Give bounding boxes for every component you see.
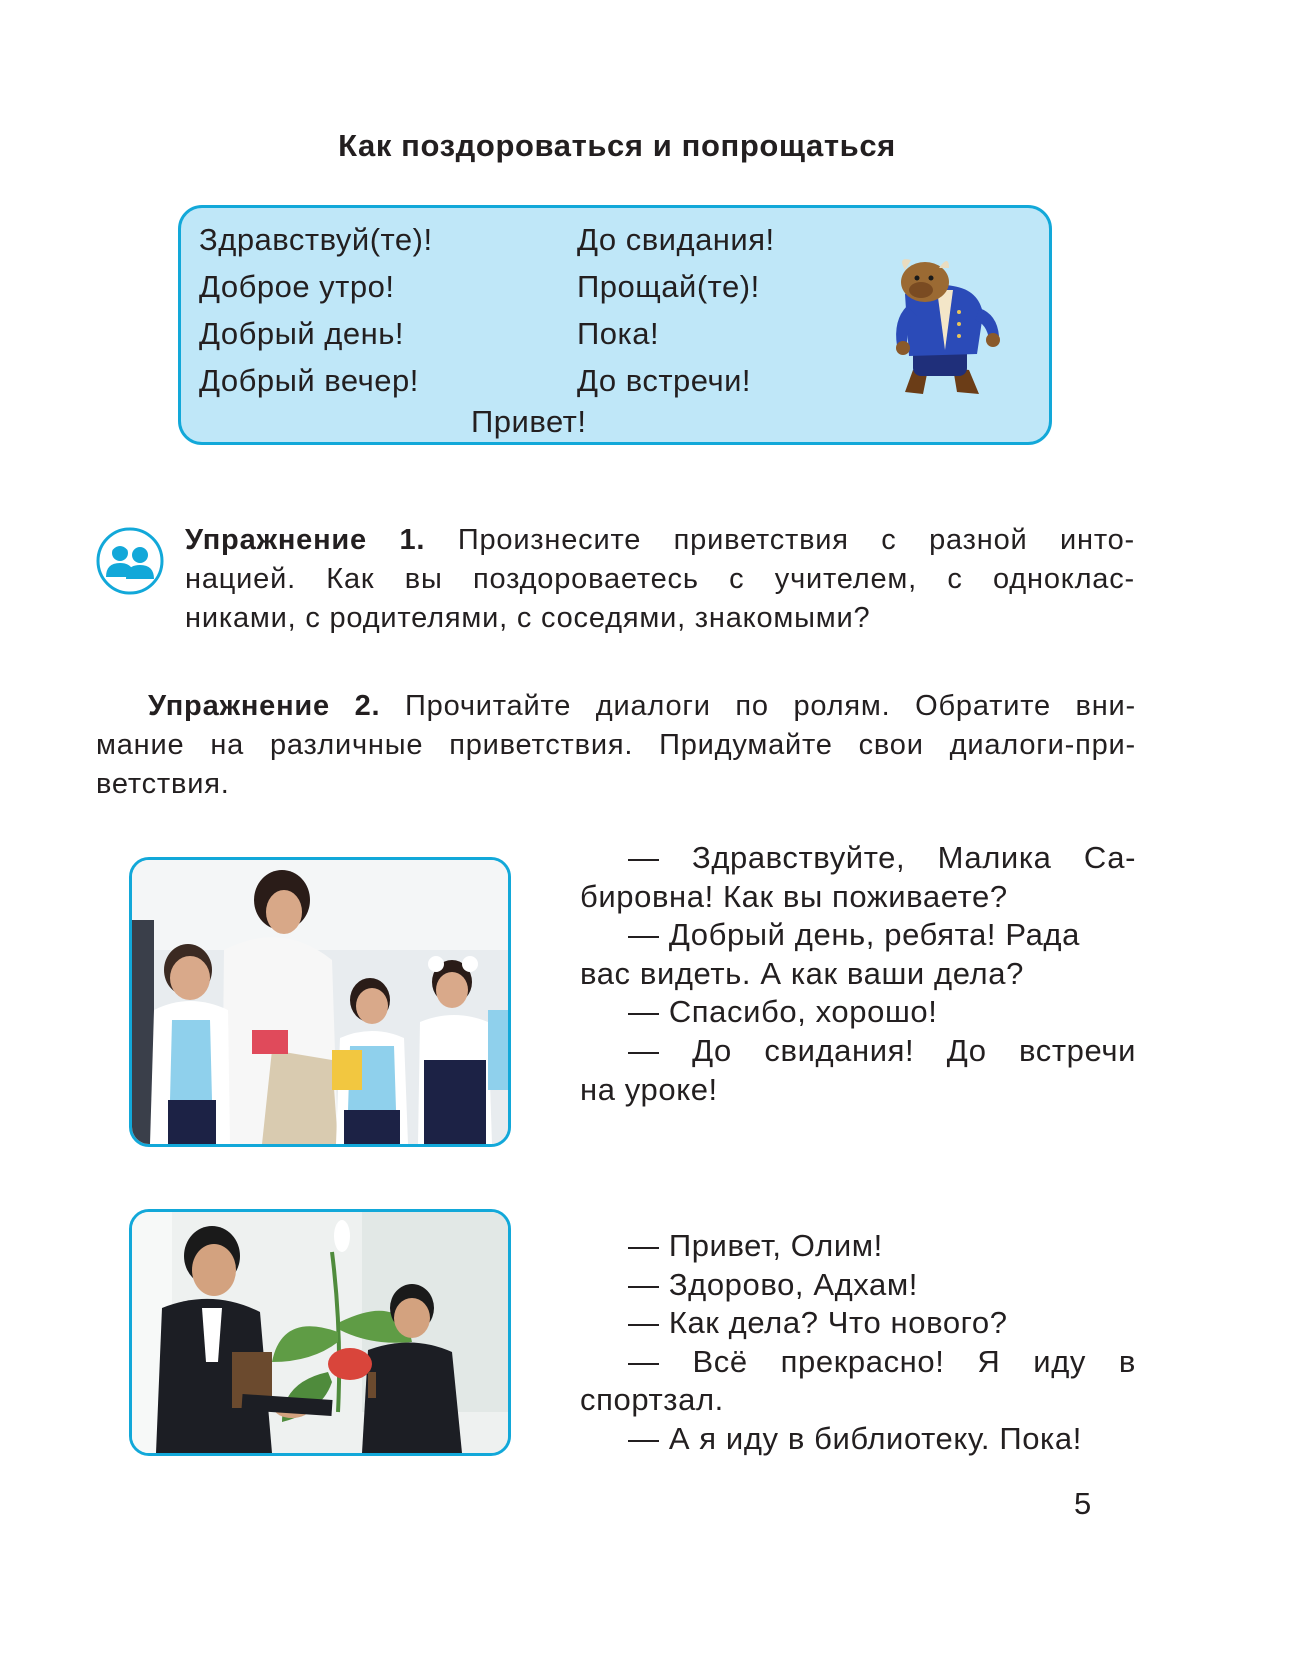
exercise-2 [96, 687, 1136, 804]
page-number: 5 [1074, 1486, 1092, 1521]
dialog-line: — До свидания! До встречи [628, 1032, 1136, 1068]
dialog-line: — Добрый день, ребята! Рада [628, 917, 1080, 953]
exercise-1-text: никами, с родителями, с соседями, знакомыми? [185, 602, 871, 634]
photo-boys-handshake [129, 1209, 511, 1456]
exercise-2-text: Прочитайте диалоги по ролям. Обратите вни- [405, 690, 1136, 722]
exercise-1-label: Упражнение 1. [185, 524, 426, 556]
dialog-line: — Как дела? Что нового? [628, 1305, 1008, 1341]
dialog-1 [580, 839, 1136, 1109]
exercise-1 [185, 521, 1135, 638]
dialog-line: — Здравствуйте, Малика Са- [628, 840, 1136, 875]
dialog-line: бировна! Как вы поживаете? [580, 878, 1008, 914]
farewell-phrase: Прощай(те)! [577, 269, 760, 304]
photo-teacher-with-pupils [129, 857, 511, 1147]
dialog-line: — Всё прекрасно! Я иду в [628, 1343, 1136, 1379]
greeting-phrase-center: Привет! [471, 404, 587, 439]
greeting-phrase: Здравствуй(те)! [199, 222, 433, 257]
farewell-phrase: До свидания! [577, 222, 775, 257]
dialog-line: спортзал. [580, 1382, 724, 1418]
greeting-phrase: Добрый день! [199, 316, 405, 351]
greeting-phrase: Добрый вечер! [199, 363, 419, 398]
exercise-2-label: Упражнение 2. [148, 690, 381, 722]
exercise-2-text: мание на различные приветствия. Придумайте свои диалоги-при- [96, 729, 1136, 761]
dialog-2 [580, 1227, 1136, 1459]
pair-work-icon [96, 527, 164, 595]
dialog-line: — А я иду в библиотеку. Пока! [628, 1420, 1082, 1456]
greeting-phrase: Доброе утро! [199, 269, 395, 304]
greetings-hello-column [199, 216, 433, 404]
beast-character-illustration [883, 250, 1007, 400]
dialog-line: вас видеть. А как ваши дела? [580, 955, 1024, 991]
dialog-line: — Здорово, Адхам! [628, 1266, 919, 1302]
dialog-line: — Спасибо, хорошо! [628, 994, 938, 1030]
greetings-goodbye-column [577, 216, 775, 404]
page-title: Как поздороваться и попрощаться [338, 128, 896, 163]
exercise-1-text: Произнесите приветствия с разной инто- [457, 524, 1135, 556]
exercise-2-text: ветствия. [96, 768, 230, 800]
farewell-phrase: До встречи! [577, 363, 752, 398]
exercise-1-text: нацией. Как вы поздороваетесь с учителем, с одноклас- [185, 563, 1135, 595]
dialog-line: на уроке! [580, 1071, 718, 1107]
farewell-phrase: Пока! [577, 316, 660, 351]
greetings-box [178, 205, 1052, 445]
dialog-line: — Привет, Олим! [628, 1228, 883, 1263]
